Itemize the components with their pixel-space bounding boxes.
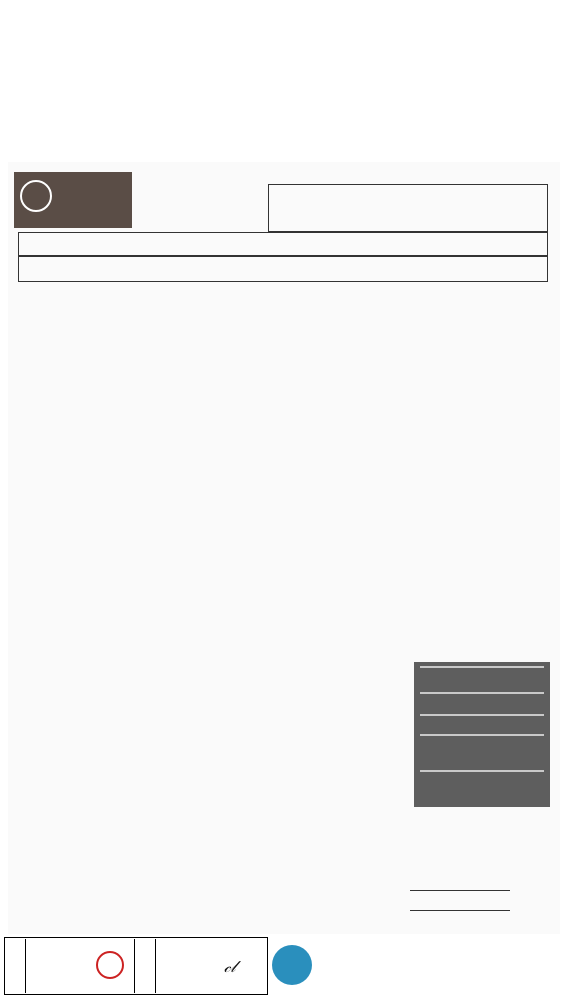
additional-chart xyxy=(8,658,360,890)
legend-note-3 xyxy=(420,714,544,716)
sml-logo xyxy=(272,945,312,985)
legend-note-1 xyxy=(420,666,544,668)
legend-note-4 xyxy=(420,734,544,736)
trace-elements-logo xyxy=(14,172,132,228)
nutritional-chart xyxy=(8,304,360,628)
specialist-label xyxy=(134,939,156,993)
request-box xyxy=(18,256,548,282)
lab-info-box xyxy=(268,184,548,232)
footer xyxy=(0,937,567,1005)
signature-icon: 𝒸𝓁 xyxy=(224,957,236,976)
toxic-chart xyxy=(366,306,552,630)
divider xyxy=(410,890,510,891)
divider xyxy=(410,910,510,911)
patient-box xyxy=(18,232,548,256)
legend-note-5 xyxy=(420,770,544,772)
exam-label xyxy=(4,939,26,993)
seal-icon xyxy=(96,951,124,979)
globe-icon xyxy=(20,180,52,212)
legend-note-2 xyxy=(420,692,544,694)
legend-box xyxy=(414,662,550,807)
